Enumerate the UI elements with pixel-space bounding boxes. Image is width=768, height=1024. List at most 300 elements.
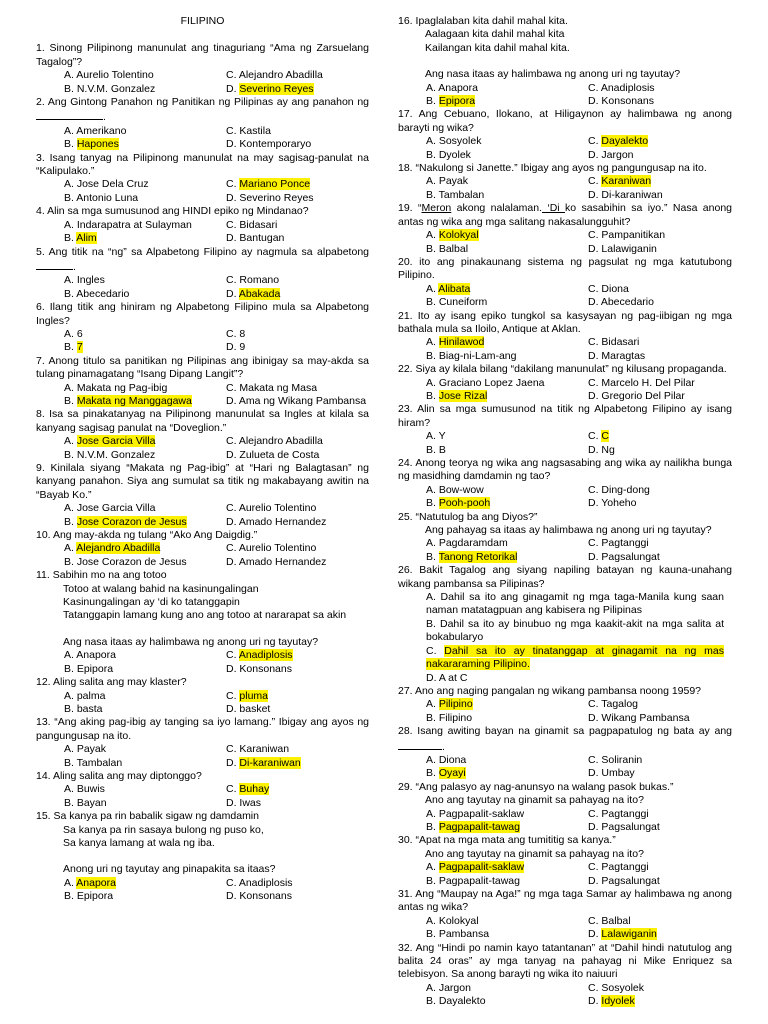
option-letter: C. <box>226 783 240 796</box>
options-grid <box>36 743 369 770</box>
option <box>226 449 369 462</box>
answer-option <box>64 877 116 889</box>
question-end: . <box>103 111 106 124</box>
option-label: C. Sosyolek <box>588 981 645 994</box>
question-20 <box>398 256 732 310</box>
answer-option <box>64 516 187 528</box>
option-label: A. Y <box>426 430 446 443</box>
option-label: D. Jargon <box>588 148 634 161</box>
option <box>226 556 369 569</box>
option <box>588 390 732 403</box>
question-prompt: Ang “Hindi po namin kayo tatantanan” at “Dahil hindi natutulog ang balita 24 oras” ay mga tanyag na pahayag ni Mike Enriquez sa telebisyon. Sa anong barayti ng wika ito naiuuri <box>398 941 732 981</box>
question-prompt: Isang awiting bayan na ginamit sa pagpapatulog ng bata ay ang <box>417 725 733 738</box>
option <box>426 672 732 685</box>
question-number: 19. <box>398 202 413 215</box>
option <box>588 754 732 767</box>
question-number: 25. <box>398 510 413 523</box>
option-label: C. Bidasari <box>588 336 640 349</box>
options-grid <box>398 336 732 363</box>
options-grid <box>36 219 369 246</box>
option <box>226 83 369 96</box>
question-prompt: Sinong Pilipinong manunulat ang tinaguriang “Ama ng Zarsuelang Tagalog”? <box>36 42 369 68</box>
question-prompt: Ang may-akda ng tulang “Ako Ang Daigdig.” <box>52 529 258 542</box>
option <box>226 138 369 151</box>
option-label: A. Sosyolek <box>426 135 482 148</box>
option-label: A. 6 <box>64 327 83 340</box>
question-number: 2. <box>36 96 45 109</box>
question-text <box>398 256 732 283</box>
answer-option <box>588 135 648 147</box>
options-grid <box>398 377 732 404</box>
question-text <box>36 462 369 502</box>
option-letter: B. <box>64 341 77 354</box>
option <box>588 283 732 296</box>
option <box>426 618 732 645</box>
option-label: A. Dahil sa ito ang ginagamit ng mga taga-Manila kung saan naman matatagpuan ang kabisera ng Pilipinas <box>426 591 724 617</box>
option-label: C. Diona <box>588 282 629 295</box>
option-letter: A. <box>426 336 439 349</box>
highlighted-answer: Jose Corazon de Jesus <box>76 515 187 528</box>
question-23 <box>398 403 732 457</box>
question-12 <box>36 676 369 716</box>
highlighted-answer: Anadiplosis <box>238 649 293 662</box>
question-number: 10. <box>36 529 51 542</box>
question-prompt: Bakit Tagalog ang siyang napiling batayan ng kauna-unahang wikang pambansa sa Pilipinas? <box>398 564 732 590</box>
question-prompt: Sabihin mo na ang totoo <box>52 569 167 582</box>
option <box>226 649 369 662</box>
option <box>588 484 732 497</box>
question-19 <box>398 202 732 256</box>
question-prompt: “Ang palasyo ay nag-anunsyo na walang pasok bukas.” <box>415 780 674 793</box>
question-2 <box>36 96 369 152</box>
question-text <box>398 564 732 591</box>
option <box>426 484 588 497</box>
sub-question: Ano ang tayutay na ginamit sa pahayag na ito? <box>425 847 644 860</box>
options-grid <box>398 537 732 564</box>
option-letter: B. <box>426 497 439 510</box>
question-number: 18. <box>398 162 413 175</box>
option-letter: D. <box>226 82 240 95</box>
option-label: B. Cuneiform <box>426 296 488 309</box>
option <box>64 138 226 151</box>
option <box>64 890 226 903</box>
option-letter: C. <box>588 430 602 443</box>
option <box>64 757 226 770</box>
answer-option <box>426 95 475 107</box>
option <box>226 435 369 448</box>
blank-line <box>36 850 369 863</box>
question-prompt: “Apat na mga mata ang tumititig sa kanya.” <box>415 834 616 847</box>
question-text <box>398 781 732 794</box>
option-label: D. basket <box>226 702 271 715</box>
question-13 <box>36 716 369 770</box>
option <box>64 690 226 703</box>
poem-line: Tatanggapin lamang kung ano ang totoo at nararapat sa akin <box>63 609 347 622</box>
option-letter: A. <box>426 229 439 242</box>
poem-block <box>36 824 369 851</box>
option-label: C. Tagalog <box>588 698 639 711</box>
option <box>588 243 732 256</box>
option <box>426 551 588 564</box>
options-grid <box>36 690 369 717</box>
question-text <box>36 205 369 218</box>
question-text <box>36 408 369 435</box>
option-label: B. Antonio Luna <box>64 191 139 204</box>
question-prompt: “Natutulog ba ang Diyos?” <box>415 510 538 523</box>
option-letter: C. <box>226 649 239 662</box>
option <box>588 175 732 188</box>
option <box>588 915 732 928</box>
question-number: 28. <box>398 725 413 738</box>
option <box>64 877 226 890</box>
question-text <box>36 770 369 783</box>
question-prompt: Ang titik na “ng” sa Alpabetong Filipino ay nagmula sa alpabetong <box>48 245 369 258</box>
highlighted-answer: Kolokyal <box>438 229 479 242</box>
option <box>226 663 369 676</box>
answer-option <box>426 645 724 670</box>
question-text <box>398 942 732 982</box>
option-label: A. Makata ng Pag-ibig <box>64 381 168 394</box>
option <box>588 537 732 550</box>
question-29 <box>398 781 732 835</box>
options-grid <box>36 783 369 810</box>
option-letter: A. <box>64 876 77 889</box>
question-number: 21. <box>398 309 413 322</box>
answer-option <box>588 430 609 442</box>
question-15 <box>36 810 369 903</box>
question-number: 9. <box>36 462 45 474</box>
option <box>64 83 226 96</box>
highlighted-answer: Karaniwan <box>601 175 652 188</box>
option <box>588 698 732 711</box>
question-text <box>36 529 369 542</box>
option <box>426 283 588 296</box>
option <box>226 232 369 245</box>
option-letter: A. <box>426 861 439 874</box>
highlighted-answer: Jose Garcia Villa <box>76 435 156 448</box>
option <box>426 296 588 309</box>
option <box>226 516 369 529</box>
answer-option <box>426 283 470 295</box>
option <box>226 382 369 395</box>
question-5 <box>36 246 369 302</box>
poem-line: Totoo at walang bahid na kasinungalingan <box>63 582 259 595</box>
blank-line <box>398 55 732 68</box>
question-number: 4. <box>36 205 45 218</box>
option-label: C. Karaniwan <box>226 743 290 756</box>
option <box>64 449 226 462</box>
options-grid <box>36 125 369 152</box>
question-10 <box>36 529 369 569</box>
option-label: D. Yoheho <box>588 497 637 510</box>
option-label: C. Pagtanggi <box>588 537 649 550</box>
question-16 <box>398 15 732 108</box>
option-label: D. Iwas <box>226 796 262 809</box>
highlighted-answer: Alibata <box>438 282 471 295</box>
option-label: D. Di-karaniwan <box>588 188 663 201</box>
highlighted-answer: Abakada <box>238 287 281 300</box>
options-grid <box>398 430 732 457</box>
options-grid <box>36 328 369 355</box>
options-grid <box>398 175 732 202</box>
options-grid <box>36 382 369 409</box>
option <box>426 444 588 457</box>
option <box>64 341 226 354</box>
options-grid <box>398 229 732 256</box>
question-prompt: “Nakulong si Janette.” Ibigay ang ayos ng pangungusap na ito. <box>415 162 707 175</box>
question-text <box>36 301 369 328</box>
option-label: C. Balbal <box>588 914 631 927</box>
option-label: B. Jose Corazon de Jesus <box>64 555 187 568</box>
question-number: 31. <box>398 888 413 900</box>
answer-blank <box>398 739 442 750</box>
option <box>426 82 588 95</box>
option <box>426 821 588 834</box>
option <box>588 350 732 363</box>
answer-option <box>426 390 487 402</box>
question-prompt: Isang tanyag na Pilipinong manunulat na may sagisag-panulat na “Kalipulako.” <box>36 151 369 178</box>
answer-blank <box>36 109 103 120</box>
option-label: A. Jargon <box>426 981 471 994</box>
options-grid <box>36 69 369 96</box>
question-number: 22. <box>398 363 413 376</box>
option <box>226 783 369 796</box>
option <box>64 395 226 408</box>
question-text <box>398 363 732 376</box>
option <box>426 861 588 874</box>
question-27 <box>398 685 732 725</box>
option-letter: B. <box>426 767 439 780</box>
option-label: C. Romano <box>226 274 280 287</box>
options-grid <box>36 435 369 462</box>
option <box>588 82 732 95</box>
option <box>426 767 588 780</box>
question-number: 5. <box>36 245 45 258</box>
answer-option <box>426 497 490 509</box>
option-label: D. Lalawiganin <box>588 242 657 255</box>
option-letter: A. <box>64 542 77 555</box>
answer-option <box>426 551 517 563</box>
question-6 <box>36 301 369 355</box>
option-label: A. Diona <box>426 753 467 766</box>
highlighted-answer: Lalawiganin <box>601 928 657 941</box>
option <box>64 219 226 232</box>
options-grid <box>398 591 732 685</box>
option-letter: A. <box>426 282 439 295</box>
question-text <box>36 42 369 69</box>
option <box>426 377 588 390</box>
question-prompt: Anong titulo sa panitikan ng Pilipinas ang ibinigay sa may-akda sa tulang pinamagatang “Isang Dipang Langit”? <box>36 354 369 381</box>
option <box>64 288 226 301</box>
option <box>64 328 226 341</box>
question-number: 13. <box>36 716 51 729</box>
option <box>426 928 588 941</box>
highlighted-answer: Alim <box>76 232 97 245</box>
option <box>588 875 732 888</box>
option <box>426 243 588 256</box>
question-text <box>36 569 369 582</box>
option <box>64 69 226 82</box>
option-label: D. Pagsalungat <box>588 874 660 887</box>
option-label: A. Amerikano <box>64 124 127 137</box>
option-letter: B. <box>64 232 77 245</box>
question-prompt: Anong teorya ng wika ang nagsasabing ang wika ay nailikha bunga ng masidhing damdamin ng tao? <box>398 457 732 483</box>
options-grid <box>398 698 732 725</box>
highlighted-answer: Dayalekto <box>601 135 649 148</box>
option-label: C. Alejandro Abadilla <box>226 69 323 82</box>
option <box>64 663 226 676</box>
sub-question: Ang pahayag sa itaas ay halimbawa ng anong uri ng tayutay? <box>425 524 712 537</box>
answer-option <box>588 175 651 187</box>
options-grid <box>398 915 732 942</box>
question-22 <box>398 363 732 403</box>
option-label: B. Abecedario <box>64 287 130 300</box>
question-26 <box>398 564 732 685</box>
option-letter: B. <box>64 394 77 407</box>
question-number: 32. <box>398 941 413 954</box>
options-grid <box>398 135 732 162</box>
question-1 <box>36 42 369 96</box>
option <box>426 95 588 108</box>
question-text <box>36 96 369 125</box>
options-grid <box>398 754 732 781</box>
question-28 <box>398 725 732 781</box>
question-24 <box>398 457 732 511</box>
option-label: D. Pagsalungat <box>588 820 660 833</box>
option <box>226 797 369 810</box>
question-text <box>398 108 732 135</box>
left-column <box>36 15 369 904</box>
option <box>64 797 226 810</box>
option-label: B. Pagpapalit-tawag <box>426 874 520 887</box>
option-letter: D. <box>226 287 239 300</box>
option-label: C. Pagtanggi <box>588 807 649 820</box>
question-prompt: Ipaglalaban kita dahil mahal kita. <box>415 15 568 27</box>
answer-option <box>64 435 155 447</box>
option-label: B. Biag-ni-Lam-ang <box>426 349 517 362</box>
question-text <box>398 725 732 754</box>
question-number: 26. <box>398 564 413 577</box>
question-number: 7. <box>36 354 45 367</box>
option <box>226 288 369 301</box>
question-prompt: Kinilala siyang “Makata ng Pag-ibig” at “Hari ng Balagtasan” ng kanyang panahon. Siya ang sumulat sa titik ng makabayang awitin na “Bayab Ko.” <box>36 462 369 501</box>
option <box>588 497 732 510</box>
highlighted-answer: Severino Reyes <box>239 82 314 95</box>
option-label: B. Dayalekto <box>426 995 486 1008</box>
option <box>588 821 732 834</box>
option-letter: C. <box>226 178 240 191</box>
poem-line: Kasinungalingan ay ‘di ko tatanggapin <box>63 596 240 609</box>
sub-question: Ang nasa itaas ay halimbawa ng anong uri ng tayutay? <box>63 635 319 648</box>
answer-option <box>426 821 520 833</box>
question-8 <box>36 408 369 462</box>
highlighted-answer: Pagpapalit-saklaw <box>438 861 525 874</box>
option-label: C. Marcelo H. Del Pilar <box>588 376 695 389</box>
option-label: D. Pagsalungat <box>588 550 660 563</box>
option <box>64 783 226 796</box>
poem-line: Kailangan kita dahil mahal kita. <box>425 41 570 54</box>
option <box>426 808 588 821</box>
question-text <box>398 457 732 484</box>
option-label: B. B <box>426 443 446 456</box>
options-grid <box>36 877 369 904</box>
option-label: A. Ingles <box>64 274 105 287</box>
option-letter: C. <box>588 135 602 148</box>
option-label: C. Anadiplosis <box>226 876 293 889</box>
option-label: A. Aurelio Tolentino <box>64 69 154 82</box>
question-number: 14. <box>36 769 51 782</box>
option-label: D. Konsonans <box>588 95 654 108</box>
option-label: C. 8 <box>226 327 246 340</box>
option <box>426 698 588 711</box>
option <box>226 890 369 903</box>
question-prompt: Aling salita ang may klaster? <box>52 676 187 689</box>
option-label: A. Kolokyal <box>426 914 479 927</box>
answer-option <box>226 83 314 95</box>
option-label: C. Aurelio Tolentino <box>226 542 317 555</box>
question-text <box>398 162 732 175</box>
option-label: D. Gregorio Del Pilar <box>588 389 685 402</box>
question-30 <box>398 834 732 888</box>
option-label: D. A at C <box>426 671 468 684</box>
highlighted-answer: Tanong Retorikal <box>438 550 518 563</box>
options-grid <box>398 82 732 109</box>
highlighted-answer: pluma <box>239 689 269 702</box>
option <box>588 808 732 821</box>
option <box>64 274 226 287</box>
option-label: A. Jose Garcia Villa <box>64 502 156 515</box>
option-label: A. Anapora <box>426 81 478 94</box>
option <box>226 395 369 408</box>
question-prompt: ito ang pinakaunang sistema ng pagsulat ng mga katutubong Pilipino. <box>398 255 732 282</box>
option-label: C. Bidasari <box>226 218 278 231</box>
option-letter: B. <box>426 550 439 563</box>
option-label: D. Konsonans <box>226 890 292 903</box>
option <box>426 915 588 928</box>
option-label: C. Pagtanggi <box>588 861 649 874</box>
option-letter: B. <box>64 138 77 151</box>
option-label: B. N.V.M. Gonzalez <box>64 448 156 461</box>
poem-line: Aalagaan kita dahil mahal kita <box>425 28 565 41</box>
option <box>426 149 588 162</box>
options-grid <box>36 178 369 205</box>
question-number: 16. <box>398 15 413 27</box>
option <box>588 861 732 874</box>
option-label: B. Bayan <box>64 796 107 809</box>
question-end: . <box>73 260 76 273</box>
question-text <box>36 152 369 179</box>
option-label: C. Pampanitikan <box>588 229 666 242</box>
highlighted-answer: Hapones <box>76 138 119 151</box>
highlighted-answer: Pagpapalit-tawag <box>438 820 520 833</box>
question-9 <box>36 462 369 529</box>
option <box>426 712 588 725</box>
option <box>64 382 226 395</box>
option <box>588 377 732 390</box>
option <box>588 229 732 242</box>
option <box>64 556 226 569</box>
option-label: D. Maragtas <box>588 349 646 362</box>
option-label: C. Soliranin <box>588 753 643 766</box>
answer-option <box>64 395 192 407</box>
sub-question: Ang nasa itaas ay halimbawa ng anong uri ng tayutay? <box>425 68 681 81</box>
question-25 <box>398 511 732 565</box>
option-label: A. Pagpapalit-saklaw <box>426 807 525 820</box>
option <box>426 754 588 767</box>
question-prompt: “Meron akong nalalaman. ‘Di ko sasabihin sa iyo.” Nasa anong antas ng wika ang mga salitang nakasalungguhit? <box>398 202 732 228</box>
option-letter: C. <box>226 689 240 702</box>
option <box>588 430 732 443</box>
